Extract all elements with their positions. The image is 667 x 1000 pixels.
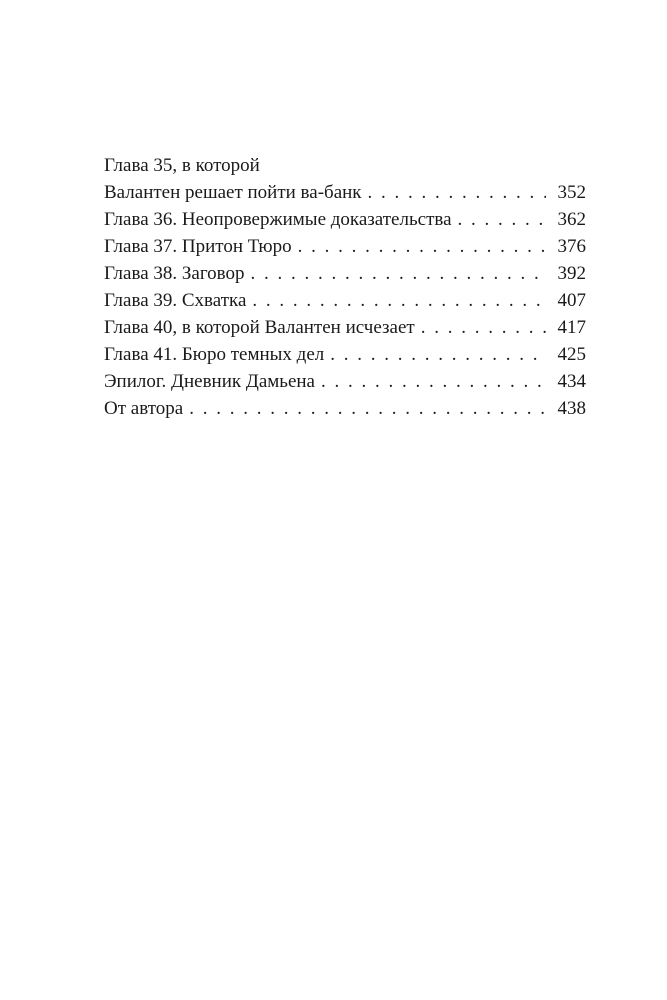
dot-leader <box>458 206 546 233</box>
toc-entry-title: Глава 40, в которой Валантен исчезает <box>104 317 415 338</box>
toc-entry-heading <box>104 152 586 179</box>
dot-leader <box>330 341 546 368</box>
dot-leader <box>321 368 546 395</box>
toc-entry-title: Глава 39. Схватка <box>104 290 247 311</box>
toc-entry-title: От автора <box>104 398 184 419</box>
toc-entry-page: 434 <box>557 371 586 392</box>
table-of-contents <box>104 152 586 422</box>
dot-leader <box>298 233 546 260</box>
toc-entry-page: 425 <box>557 344 586 365</box>
toc-entry <box>104 314 586 341</box>
dot-leader <box>421 314 546 341</box>
toc-entry <box>104 179 586 206</box>
toc-entry-title: Глава 36. Неопровержимые доказательства <box>104 209 452 230</box>
toc-entry-page: 352 <box>557 182 586 203</box>
toc-entry <box>104 287 586 314</box>
toc-entry-title: Эпилог. Дневник Дамьена <box>104 371 315 392</box>
toc-entry-page: 376 <box>557 236 586 257</box>
toc-entry <box>104 233 586 260</box>
toc-entry <box>104 368 586 395</box>
toc-entry-title-line1: Глава 35, в которой <box>104 155 260 176</box>
toc-entry-title: Глава 38. Заговор <box>104 263 245 284</box>
toc-entry-page: 438 <box>557 398 586 419</box>
toc-entry <box>104 395 586 422</box>
toc-entry-title: Глава 37. Притон Тюро <box>104 236 292 257</box>
toc-entry-page: 392 <box>557 263 586 284</box>
toc-entry <box>104 260 586 287</box>
dot-leader <box>368 179 546 206</box>
toc-entry-title: Глава 41. Бюро темных дел <box>104 344 325 365</box>
dot-leader <box>251 260 547 287</box>
toc-entry-page: 417 <box>557 317 586 338</box>
toc-entry <box>104 341 586 368</box>
toc-entry-title: Валантен решает пойти ва-банк <box>104 182 362 203</box>
toc-entry-page: 407 <box>557 290 586 311</box>
toc-entry-page: 362 <box>557 209 586 230</box>
dot-leader <box>252 287 546 314</box>
dot-leader <box>189 395 546 422</box>
toc-entry <box>104 206 586 233</box>
